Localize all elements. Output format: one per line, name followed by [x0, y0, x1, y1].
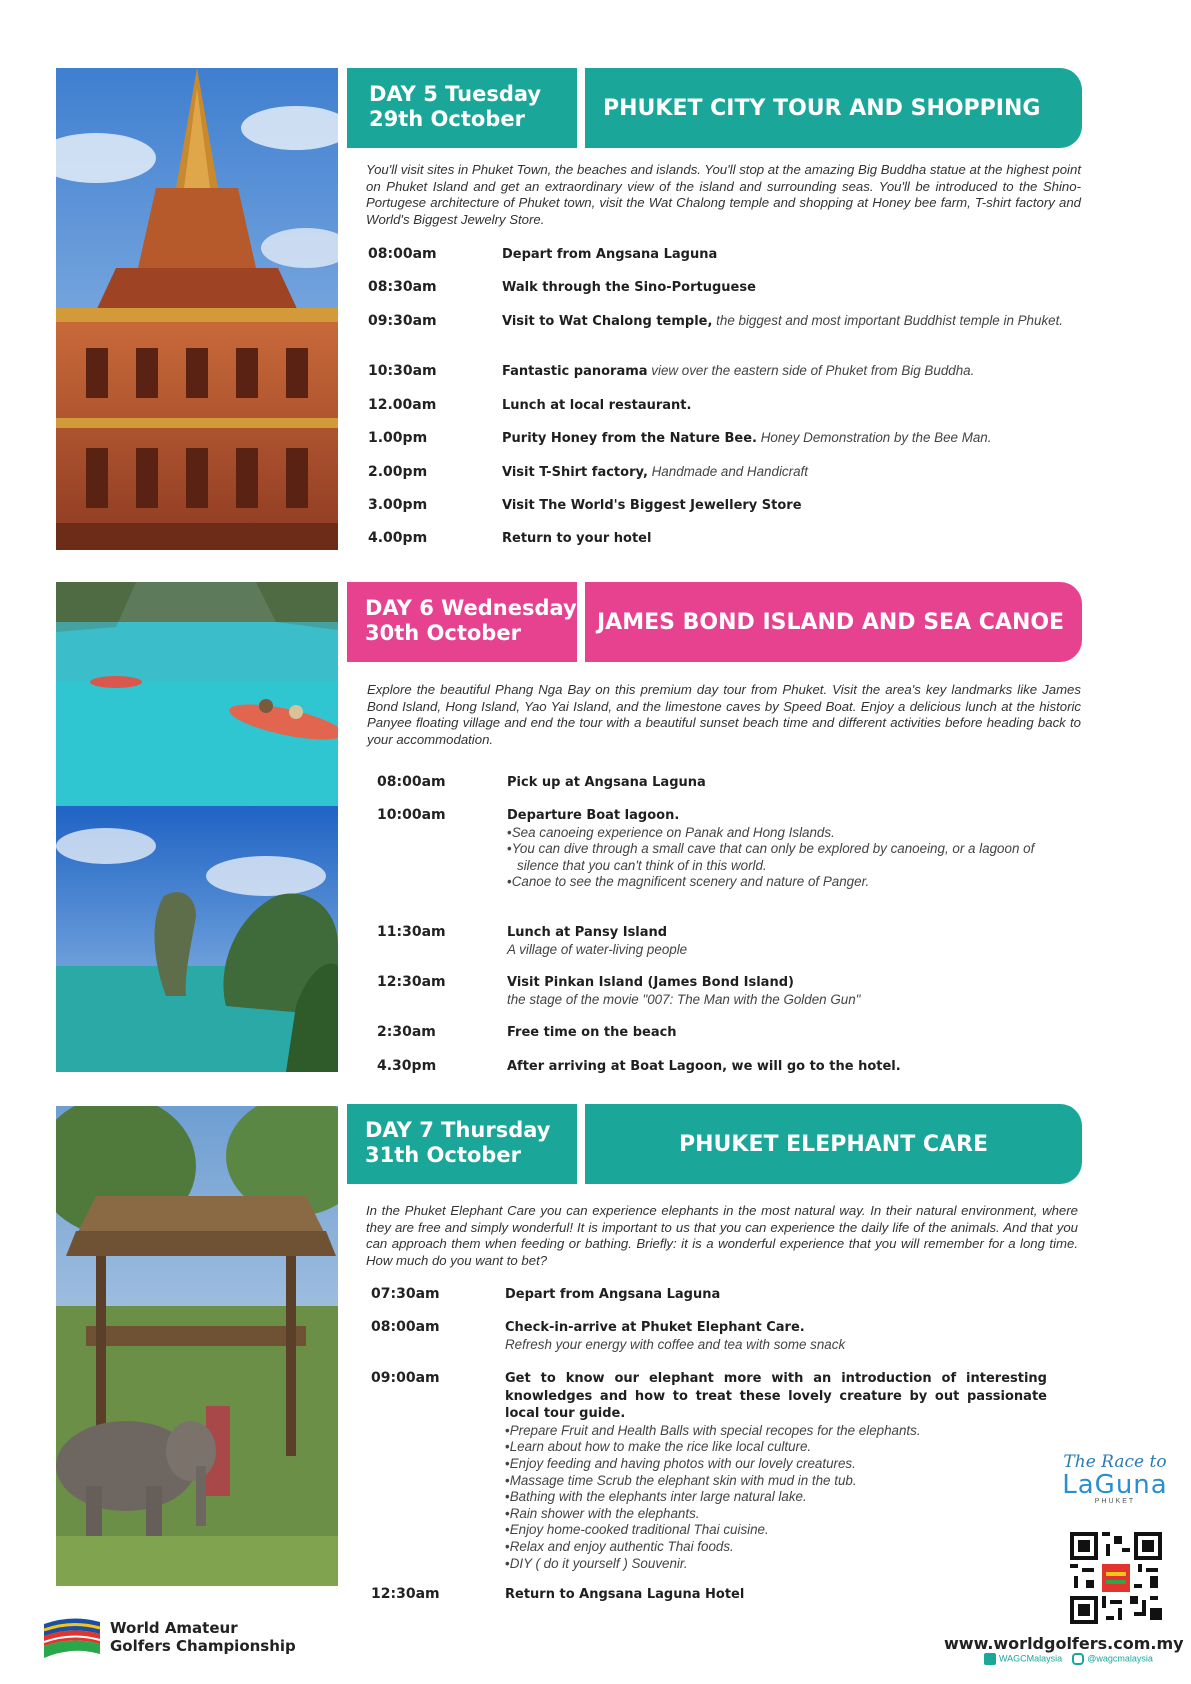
schedule-time: 12:30am [371, 1586, 440, 1602]
instagram-link[interactable] [1072, 1653, 1153, 1665]
day5-schedule [368, 246, 1080, 546]
day7-title: PHUKET ELEPHANT CARE [679, 1131, 988, 1157]
day6-intro: Explore the beautiful Phang Nga Bay on this premium day tour from Phuket. Visit the area's key landmarks like James Bond Island, Hong Island, Yao Yai Island, and the limestone caves by Speed Boat. Enjoy a delicious lunch at the historic Panyee floating village and end the tour with a beautiful sunset beach time and different activities before heading back to your accommodation. [367, 682, 1081, 747]
day7-date-label: 31th October [365, 1143, 521, 1167]
org-name-line2: Golfers Championship [110, 1637, 296, 1655]
facebook-handle: WAGCMalaysia [999, 1653, 1063, 1664]
schedule-activity: Return to Angsana Laguna Hotel [505, 1587, 745, 1602]
day7-header [347, 1104, 577, 1184]
schedule-time: 12:30am [377, 974, 446, 990]
schedule-activity: Purity Honey from the Nature Bee. [502, 431, 757, 446]
day6-header [347, 582, 577, 662]
laguna-logo [1060, 1452, 1170, 1505]
bullet-item: • Bathing with the elephants inter large natural lake. [505, 1489, 1047, 1506]
schedule-detail: Handmade and Handicraft [651, 464, 808, 479]
day6-title-box [585, 582, 1082, 662]
day6-schedule [377, 774, 1080, 1074]
schedule-activity: Fantastic panorama [502, 364, 648, 379]
facebook-icon [984, 1653, 996, 1665]
schedule-time: 08:00am [377, 774, 446, 790]
schedule-time: 08:00am [368, 246, 437, 262]
schedule-activity: After arriving at Boat Lagoon, we will go to the hotel. [507, 1059, 901, 1074]
social-links [984, 1653, 1153, 1665]
schedule-activity: Visit The World's Biggest Jewellery Store [502, 498, 802, 513]
wagc-flag-icon [42, 1614, 102, 1660]
schedule-time: 1.00pm [368, 430, 428, 446]
schedule-time: 4.00pm [368, 530, 428, 546]
schedule-time: 12.00am [368, 397, 437, 413]
schedule-activity: Free time on the beach [507, 1025, 677, 1040]
schedule-activity: Walk through the Sino-Portuguese [502, 280, 756, 295]
schedule-subtext: Refresh your energy with coffee and tea with some snack [505, 1336, 846, 1352]
schedule-activity: Lunch at local restaurant. [502, 398, 692, 413]
day6-title: JAMES BOND ISLAND AND SEA CANOE [597, 609, 1065, 635]
day7-intro: In the Phuket Elephant Care you can experience elephants in the most natural way. In their natural environment, where they are free and simply wonderful! It is important to us that you can experience the daily life of the animals. And that you can approach them when feeding or bathing. Briefly: it is a wonderful experience that you will remember for a long time. How much do you want to bet? [366, 1203, 1078, 1268]
schedule-time: 07:30am [371, 1286, 440, 1302]
schedule-time: 10:30am [368, 363, 437, 379]
schedule-activity: Lunch at Pansy Island [507, 925, 668, 940]
schedule-activity: Visit Pinkan Island (James Bond Island) [507, 975, 794, 990]
schedule-activity: Departure Boat lagoon. [507, 808, 680, 823]
bullet-item: • Relax and enjoy authentic Thai foods. [505, 1539, 1047, 1556]
schedule-activity: Visit to Wat Chalong temple, [502, 314, 713, 329]
schedule-time: 2:30am [377, 1024, 436, 1040]
instagram-handle: @wagcmalaysia [1087, 1653, 1153, 1664]
wagc-logo [42, 1614, 296, 1660]
day6-day-label: DAY 6 Wednesday [365, 596, 577, 620]
schedule-time: 09:00am [371, 1370, 440, 1386]
schedule-activity: Pick up at Angsana Laguna [507, 775, 706, 790]
schedule-detail: Honey Demonstration by the Bee Man. [760, 430, 992, 445]
laguna-name: LaGuna [1062, 1470, 1168, 1500]
james-bond-island-photo [56, 806, 338, 1072]
laguna-place: PHUKET [1094, 1498, 1136, 1505]
bullet-item: • Canoe to see the magnificent scenery and nature of Panger. [507, 874, 1077, 891]
schedule-activity: Depart from Angsana Laguna [505, 1287, 721, 1302]
day5-title-box [585, 68, 1082, 148]
schedule-activity: Depart from Angsana Laguna [502, 247, 718, 262]
schedule-time: 08:30am [368, 279, 437, 295]
day7-schedule [371, 1286, 1051, 1606]
schedule-detail: the biggest and most important Buddhist temple in Phuket. [716, 313, 1064, 328]
schedule-activity: Visit T-Shirt factory, [502, 465, 648, 480]
bullet-item: • You can dive through a small cave that can only be explored by canoeing, or a lagoon of silence that you can't think of in this world. [507, 841, 1077, 874]
bullet-item: • Massage time Scrub the elephant skin with mud in the tub. [505, 1473, 1047, 1490]
bullet-item: • DIY ( do it yourself ) Souvenir. [505, 1556, 1047, 1573]
day5-title: PHUKET CITY TOUR AND SHOPPING [603, 95, 1041, 121]
day6-date-label: 30th October [365, 621, 521, 645]
schedule-time: 3.00pm [368, 497, 428, 513]
schedule-subtext: the stage of the movie "007: The Man with the Golden Gun" [507, 991, 861, 1007]
schedule-time: 08:00am [371, 1319, 440, 1335]
instagram-icon [1072, 1653, 1084, 1665]
day5-intro: You'll visit sites in Phuket Town, the beaches and islands. You'll stop at the amazing Big Buddha statue at the highest point on Phuket Island and get an extraordinary view of the island and surrounding seas. You'll be introduced to the Shino-Portugese architecture of Phuket town, visit the Wat Chalong temple and shopping at Honey bee farm, T-shirt factory and World's Biggest Jewelry Store. [366, 162, 1081, 227]
bullet-item: • Sea canoeing experience on Panak and Hong Islands. [507, 825, 1077, 842]
day5-header [347, 68, 577, 148]
day5-day-label: DAY 5 Tuesday [369, 82, 542, 106]
bullet-item: • Enjoy home-cooked traditional Thai cuisine. [505, 1522, 1047, 1539]
schedule-subtext: A village of water-living people [507, 941, 688, 957]
bullet-item: • Rain shower with the elephants. [505, 1506, 1047, 1523]
day7-title-box [585, 1104, 1082, 1184]
day7-day-label: DAY 7 Thursday [365, 1118, 551, 1142]
temple-photo [56, 68, 338, 550]
qr-code-icon [1070, 1532, 1162, 1624]
schedule-time: 10:00am [377, 807, 446, 823]
website-link[interactable]: www.worldgolfers.com.my [944, 1634, 1184, 1653]
elephant-photo [56, 1106, 338, 1586]
schedule-time: 09:30am [368, 313, 437, 329]
schedule-activity: Get to know our elephant more with an introduction of interesting knowledges and how to treat these lovely creature by out passionate local tour guide. [505, 1371, 1047, 1422]
org-name-line1: World Amateur [110, 1619, 238, 1637]
schedule-time: 4.30pm [377, 1058, 437, 1074]
schedule-time: 11:30am [377, 924, 446, 940]
laguna-script: The Race to [1063, 1452, 1167, 1472]
facebook-link[interactable] [984, 1653, 1062, 1665]
bullet-item: • Enjoy feeding and having photos with our lovely creatures. [505, 1456, 1047, 1473]
schedule-activity: Check-in-arrive at Phuket Elephant Care. [505, 1320, 805, 1335]
bullet-item: • Learn about how to make the rice like local culture. [505, 1439, 1047, 1456]
schedule-detail: view over the eastern side of Phuket from Big Buddha. [651, 363, 975, 378]
schedule-time: 2.00pm [368, 464, 428, 480]
schedule-activity: Return to your hotel [502, 531, 652, 546]
canoe-photo [56, 582, 338, 806]
bullet-item: • Prepare Fruit and Health Balls with special recopes for the elephants. [505, 1423, 1047, 1440]
day5-date-label: 29th October [369, 107, 525, 131]
